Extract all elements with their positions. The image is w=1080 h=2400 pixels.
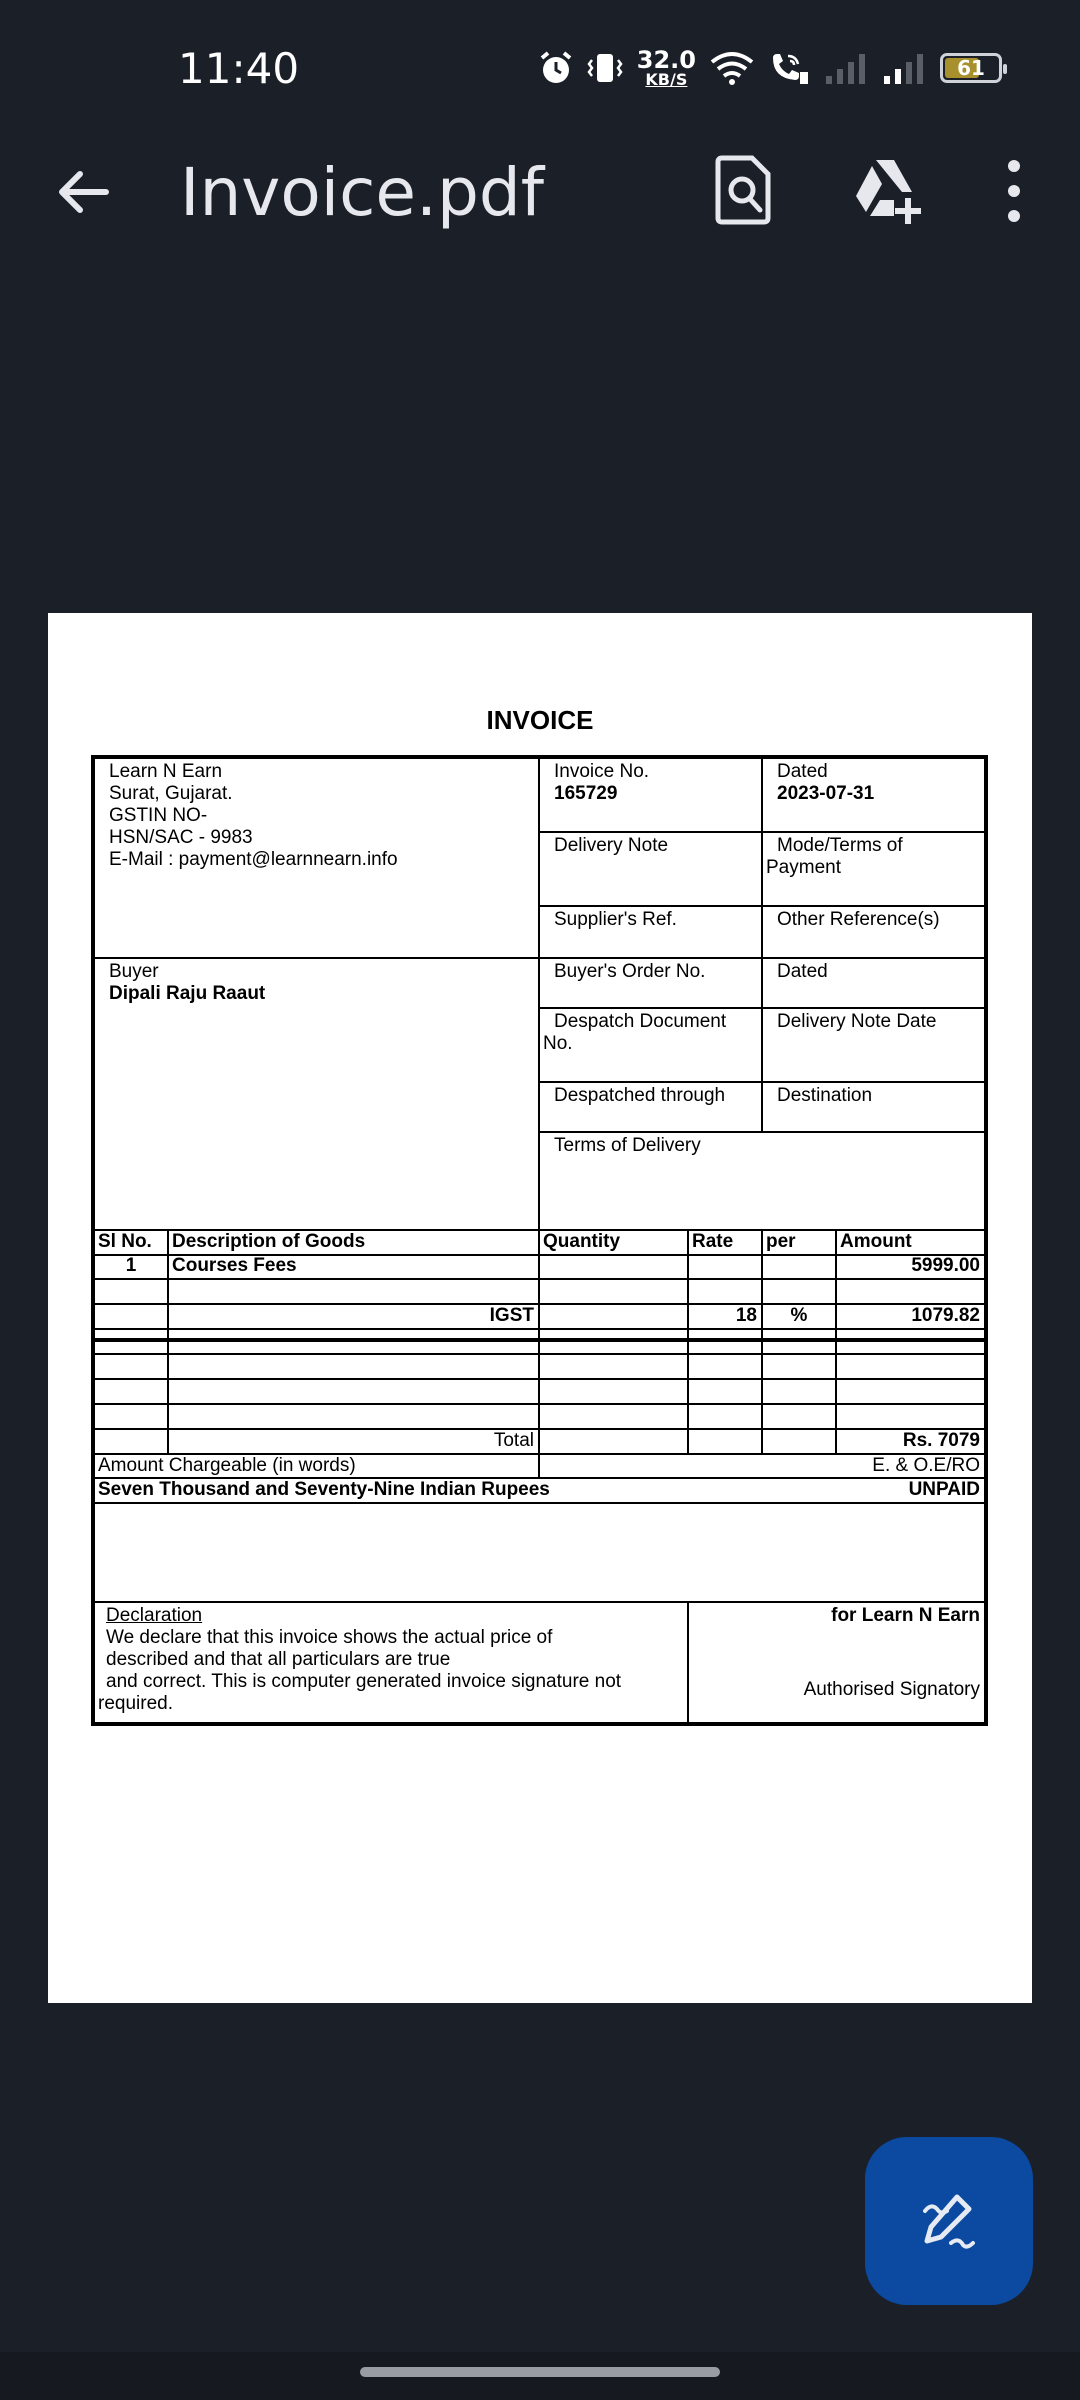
blank-area bbox=[95, 1504, 984, 1603]
col-header-amount: Amount bbox=[837, 1231, 984, 1256]
buyer-name: Dipali Raju Raaut bbox=[109, 983, 266, 1004]
blank-cell bbox=[837, 1330, 984, 1355]
delivery-note-date-cell bbox=[763, 1009, 984, 1083]
declaration-line-2: described and that all particulars are true bbox=[106, 1649, 451, 1670]
blank-cell bbox=[837, 1380, 984, 1405]
network-speed bbox=[637, 48, 696, 88]
seller-block bbox=[95, 759, 540, 959]
edit-pen-icon bbox=[917, 2189, 981, 2253]
col-header-description: Description of Goods bbox=[169, 1231, 540, 1256]
authorised-signatory: Authorised Signatory bbox=[803, 1679, 980, 1700]
more-vert-icon[interactable] bbox=[995, 156, 1033, 226]
battery-level: 61 bbox=[957, 56, 985, 80]
battery-icon bbox=[940, 53, 1002, 83]
status-time: 11:40 bbox=[178, 44, 300, 93]
buyers-order-label: Buyer's Order No. bbox=[554, 961, 706, 982]
total-rate bbox=[689, 1430, 763, 1455]
blank-cell bbox=[540, 1330, 689, 1355]
back-arrow-icon[interactable] bbox=[52, 160, 116, 224]
mode-terms-label-2: Payment bbox=[766, 857, 841, 878]
blank-cell bbox=[837, 1355, 984, 1380]
status-bar bbox=[0, 0, 1080, 140]
total-per bbox=[763, 1430, 837, 1455]
blank-cell bbox=[689, 1380, 763, 1405]
col-header-rate: Rate bbox=[689, 1231, 763, 1256]
amount-words-label: Amount Chargeable (in words) bbox=[95, 1455, 540, 1479]
app-bar bbox=[0, 140, 1080, 240]
blank-cell bbox=[763, 1280, 837, 1305]
blank-cell bbox=[95, 1330, 169, 1355]
amount-in-words: Seven Thousand and Seventy-Nine Indian Rupees bbox=[95, 1479, 795, 1504]
declaration-line-4: required. bbox=[98, 1693, 173, 1714]
suppliers-ref-cell bbox=[540, 907, 763, 959]
table-row bbox=[95, 1380, 984, 1405]
item-amount: 5999.00 bbox=[837, 1255, 984, 1280]
invoice-no-label: Invoice No. bbox=[554, 761, 650, 782]
seller-gstin: GSTIN NO- bbox=[109, 805, 208, 826]
vibrate-icon bbox=[587, 50, 623, 86]
blank-cell bbox=[763, 1380, 837, 1405]
blank-cell bbox=[689, 1355, 763, 1380]
blank-cell bbox=[95, 1280, 169, 1305]
blank-cell bbox=[169, 1380, 540, 1405]
wifi-calling-icon bbox=[768, 50, 810, 86]
tax-rate: 18 bbox=[689, 1305, 763, 1330]
network-speed-value: 32.0 bbox=[636, 46, 696, 74]
item-description: Courses Fees bbox=[169, 1255, 540, 1280]
dated-label: Dated bbox=[777, 761, 828, 782]
blank-cell bbox=[169, 1355, 540, 1380]
blank-cell bbox=[169, 1330, 540, 1355]
despatch-doc-cell bbox=[540, 1009, 763, 1083]
tax-sl bbox=[95, 1305, 169, 1330]
blank-cell bbox=[95, 1405, 169, 1430]
other-reference-cell bbox=[763, 907, 984, 959]
item-rate bbox=[689, 1255, 763, 1280]
buyer-label: Buyer bbox=[109, 961, 159, 982]
blank-cell bbox=[763, 1355, 837, 1380]
signature-block bbox=[689, 1603, 984, 1722]
dated-2-cell bbox=[763, 959, 984, 1009]
col-header-sl: Sl No. bbox=[95, 1231, 169, 1256]
table-row bbox=[95, 1355, 984, 1380]
despatch-doc-label-2: No. bbox=[543, 1033, 573, 1054]
total-quantity bbox=[540, 1430, 689, 1455]
invoice-title: INVOICE bbox=[486, 705, 594, 735]
delivery-note-label: Delivery Note bbox=[554, 835, 669, 856]
seller-city: Surat, Gujarat. bbox=[109, 783, 233, 804]
payment-status: UNPAID bbox=[795, 1479, 984, 1504]
table-row bbox=[95, 1330, 984, 1355]
table-row bbox=[95, 1255, 984, 1280]
for-company: for Learn N Earn bbox=[831, 1605, 980, 1626]
tax-label: IGST bbox=[169, 1305, 540, 1330]
table-row bbox=[95, 1479, 984, 1504]
seller-email: E-Mail : payment@learnnearn.info bbox=[109, 849, 398, 870]
terms-of-delivery-label: Terms of Delivery bbox=[554, 1135, 701, 1156]
table-row bbox=[95, 1405, 984, 1430]
blank-cell bbox=[540, 1280, 689, 1305]
blank-cell bbox=[689, 1280, 763, 1305]
suppliers-ref-label: Supplier's Ref. bbox=[554, 909, 677, 930]
invoice-no-cell bbox=[540, 759, 763, 833]
item-sl: 1 bbox=[95, 1255, 169, 1280]
dated-2-label: Dated bbox=[777, 961, 828, 982]
dated-cell bbox=[763, 759, 984, 833]
blank-cell bbox=[837, 1280, 984, 1305]
despatched-through-cell bbox=[540, 1083, 763, 1133]
blank-cell bbox=[169, 1405, 540, 1430]
delivery-note-cell bbox=[540, 833, 763, 907]
declaration-label: Declaration bbox=[106, 1605, 203, 1626]
blank-cell bbox=[689, 1405, 763, 1430]
total-label: Total bbox=[169, 1430, 540, 1455]
destination-cell bbox=[763, 1083, 984, 1133]
alarm-icon bbox=[539, 50, 573, 86]
destination-label: Destination bbox=[777, 1085, 873, 1106]
table-row bbox=[95, 1455, 984, 1479]
document-title: Invoice.pdf bbox=[180, 154, 544, 231]
blank-cell bbox=[169, 1280, 540, 1305]
blank-cell bbox=[763, 1405, 837, 1430]
blank-cell bbox=[95, 1380, 169, 1405]
buyers-order-cell bbox=[540, 959, 763, 1009]
table-row bbox=[95, 1305, 984, 1330]
mode-terms-cell bbox=[763, 833, 984, 907]
signal-icon bbox=[824, 50, 868, 86]
blank-cell bbox=[540, 1380, 689, 1405]
col-header-quantity: Quantity bbox=[540, 1231, 689, 1256]
declaration-line-3: and correct. This is computer generated invoice signature not bbox=[106, 1671, 622, 1692]
tax-amount: 1079.82 bbox=[837, 1305, 984, 1330]
tax-per: % bbox=[763, 1305, 837, 1330]
blank-cell bbox=[540, 1355, 689, 1380]
add-to-drive-icon[interactable] bbox=[850, 156, 924, 226]
total-sl bbox=[95, 1430, 169, 1455]
seller-hsn: HSN/SAC - 9983 bbox=[109, 827, 253, 848]
item-quantity bbox=[540, 1255, 689, 1280]
tax-quantity bbox=[540, 1305, 689, 1330]
blank-cell bbox=[763, 1330, 837, 1355]
blank-cell bbox=[540, 1405, 689, 1430]
invoice-table bbox=[91, 755, 988, 1342]
seller-name: Learn N Earn bbox=[109, 761, 223, 782]
despatched-through-label: Despatched through bbox=[554, 1085, 726, 1106]
col-header-per: per bbox=[763, 1231, 837, 1256]
blank-cell bbox=[689, 1330, 763, 1355]
signal-icon bbox=[882, 50, 926, 86]
invoice-no-value: 165729 bbox=[554, 783, 618, 804]
blank-cell bbox=[95, 1355, 169, 1380]
total-amount: Rs. 7079 bbox=[837, 1430, 984, 1455]
home-gesture-bar[interactable] bbox=[360, 2367, 720, 2377]
table-row bbox=[95, 1280, 984, 1305]
edit-fab[interactable] bbox=[865, 2137, 1033, 2305]
dated-value: 2023-07-31 bbox=[777, 783, 875, 804]
terms-of-delivery-cell bbox=[540, 1133, 984, 1231]
table-row bbox=[95, 1430, 984, 1455]
eoe-label: E. & O.E/RO bbox=[540, 1455, 984, 1479]
declaration-line-1: We declare that this invoice shows the actual price of bbox=[106, 1627, 553, 1648]
item-per bbox=[763, 1255, 837, 1280]
search-document-icon[interactable] bbox=[712, 154, 774, 226]
blank-cell bbox=[837, 1405, 984, 1430]
buyer-block bbox=[95, 959, 540, 1231]
wifi-icon bbox=[710, 50, 754, 86]
delivery-note-date-label: Delivery Note Date bbox=[777, 1011, 937, 1032]
other-reference-label: Other Reference(s) bbox=[777, 909, 940, 930]
status-icons bbox=[539, 46, 1002, 90]
despatch-doc-label-1: Despatch Document bbox=[554, 1011, 727, 1032]
declaration-block bbox=[95, 1603, 689, 1722]
network-speed-unit: KB/S bbox=[645, 70, 688, 89]
mode-terms-label-1: Mode/Terms of bbox=[777, 835, 903, 856]
